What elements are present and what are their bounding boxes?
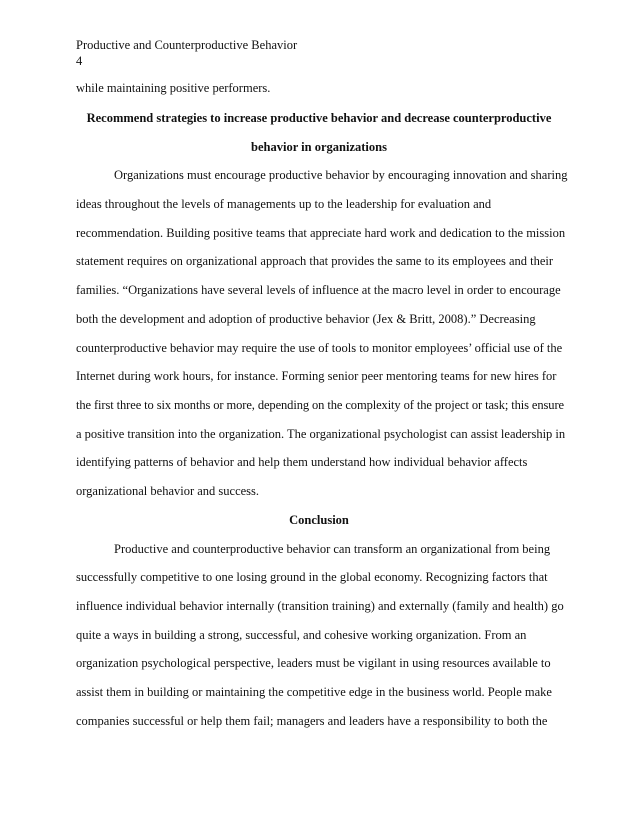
paragraph-line: assist them in building or maintaining the competitive edge in the business world. People make	[76, 685, 552, 699]
paragraph-line: influence individual behavior internally (transition training) and externally (family and health) go	[76, 599, 564, 613]
paragraph-line: Organizations must encourage productive behavior by encouraging innovation and sharing	[114, 168, 568, 182]
paragraph-line: quite a ways in building a strong, successful, and cohesive working organization. From an	[76, 628, 527, 642]
section-heading-line-1: Recommend strategies to increase productive behavior and decrease counterproductive	[86, 111, 552, 125]
paragraph-line: organizational behavior and success.	[76, 484, 260, 498]
paragraph-line: Internet during work hours, for instance. Forming senior peer mentoring teams for new hires for	[76, 369, 557, 383]
paragraph-line: Productive and counterproductive behavior can transform an organizational from being	[114, 542, 551, 556]
paragraph-line: identifying patterns of behavior and help them understand how individual behavior affects	[76, 455, 528, 469]
paragraph-line: counterproductive behavior may require the use of tools to monitor employees’ official use of the	[76, 341, 563, 355]
conclusion-heading: Conclusion	[289, 513, 349, 527]
paragraph-line: ideas throughout the levels of managements up to the leadership for evaluation and	[76, 197, 492, 211]
paragraph-line: recommendation. Building positive teams that appreciate hard work and dedication to the mission	[76, 226, 566, 240]
page-number: 4	[76, 54, 83, 68]
paragraph-line: families. “Organizations have several levels of influence at the macro level in order to encourage	[76, 283, 561, 297]
paragraph-line: successfully competitive to one losing ground in the global economy. Recognizing factors that	[76, 570, 548, 584]
paragraph-line: both the development and adoption of productive behavior (Jex & Britt, 2008).” Decreasing	[76, 312, 536, 326]
paragraph-line: companies successful or help them fail; managers and leaders have a responsibility to both the	[76, 714, 548, 728]
paragraph-line: organization psychological perspective, leaders must be vigilant in using resources available to	[76, 656, 551, 670]
running-head: Productive and Counterproductive Behavior	[76, 38, 298, 52]
paragraph-line: a positive transition into the organization. The organizational psychologist can assist leadership in	[76, 427, 566, 441]
paragraph-line: while maintaining positive performers.	[76, 81, 271, 95]
section-heading-line-2: behavior in organizations	[251, 140, 387, 154]
paragraph-line: statement requires on organizational approach that provides the same to its employees and their	[76, 254, 554, 268]
paragraph-line: the first three to six months or more, depending on the complexity of the project or task; this ensure	[76, 398, 564, 412]
